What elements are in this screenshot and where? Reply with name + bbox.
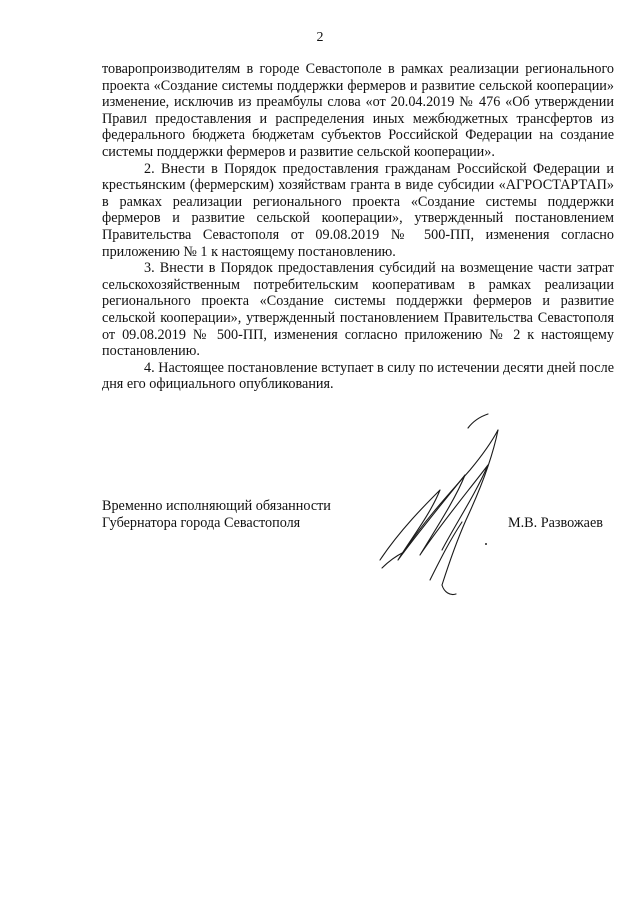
paragraph-item-2: 2. Внести в Порядок предоставления гражданам Российской Федерации и крестьянским (фермерским) хозяйствам гранта в виде субсидии «АГРОСТАРТАП» в рамках реализации регионального проекта «Создание системы поддержки фермеров и развитие сельской кооперации», утвержденный постановлением Правительства Севастополя от 09.08.2019 № 500-ПП, изменения согласно приложению № 1 к настоящему постановлению.: [102, 160, 614, 260]
paragraph-item-3: 3. Внести в Порядок предоставления субсидий на возмещение части затрат сельскохозяйственным потребительским кооперативам в рамках реализации регионального проекта «Создание системы поддержки фермеров и развитие сельской кооперации», утвержденный постановлением Правительства Севастополя от 09.08.2019 № 500-ПП, изменения согласно приложению № 2 к настоящему постановлению.: [102, 260, 614, 360]
page-number: 2: [316, 30, 324, 45]
paragraph-continuation: товаропроизводителям в городе Севастополе в рамках реализации регионального проекта «Создание системы поддержки фермеров и развитие сельской кооперации» изменение, исключив из преамбулы слова «от 20.04.2019 № 476 «Об утверждении Правил предоставления и распределения иных межбюджетных трансфертов из федерального бюджета бюджетам субъектов Российской Федерации на создание системы поддержки фермеров и развитие сельской кооперации».: [102, 61, 614, 160]
signatory-position-line-1: Временно исполняющий обязанности: [102, 498, 331, 514]
handwritten-signature: [370, 410, 520, 610]
signatory-position-line-2: Губернатора города Севастополя: [102, 515, 301, 531]
paragraph-item-4: 4. Настоящее постановление вступает в силу по истечении десяти дней после дня его официального опубликования.: [102, 359, 614, 393]
signatory-name: М.В. Развожаев: [508, 515, 603, 531]
document-body: [102, 61, 614, 393]
signatory-position: [102, 498, 331, 532]
ink-speck: [485, 543, 487, 545]
